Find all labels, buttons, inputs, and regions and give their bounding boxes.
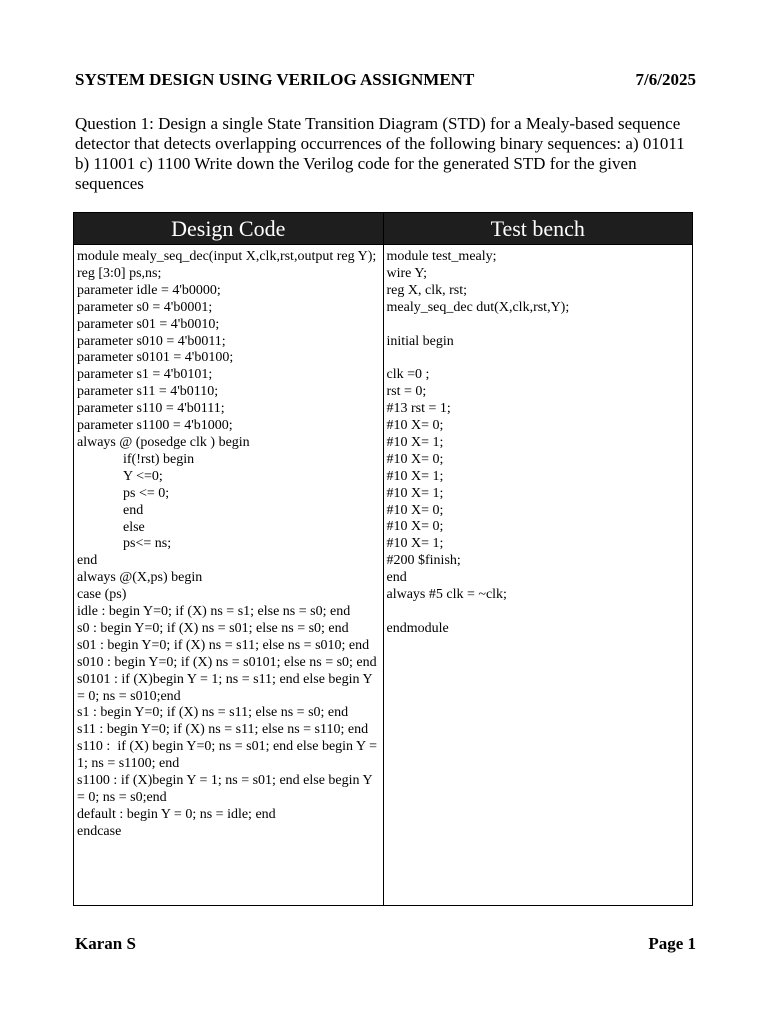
design-code-line: parameter s01 = 4'b0010;	[77, 316, 220, 332]
test-bench-line: #10 X= 0;	[386, 418, 444, 434]
author-name: Karan S	[75, 934, 136, 953]
design-code-line: reg [3:0] ps,ns;	[77, 265, 162, 281]
design-code-line: end	[123, 502, 144, 518]
design-code-line: default : begin Y = 0; ns = idle; end	[77, 806, 276, 822]
design-code-line: else	[123, 519, 145, 535]
design-code-line: s11 : begin Y=0; if (X) ns = s11; else ns = s110; end	[77, 722, 369, 738]
design-code-line: ps <= 0;	[123, 485, 170, 501]
test-bench-line: endmodule	[386, 620, 449, 636]
design-code-line: always @(X,ps) begin	[77, 570, 203, 586]
page-number: Page 1	[648, 934, 696, 953]
test-bench-line: #10 X= 1;	[386, 434, 444, 450]
test-bench-line: #10 X= 0;	[386, 502, 444, 518]
assignment-title: SYSTEM DESIGN USING VERILOG ASSIGNMENT	[75, 70, 475, 89]
design-code-line: case (ps)	[77, 587, 127, 603]
test-bench-line: always #5 clk = ~clk;	[386, 587, 507, 603]
design-code-line: parameter idle = 4'b0000;	[77, 282, 221, 298]
design-code-line: ps<= ns;	[123, 536, 172, 552]
test-bench-line: clk =0 ;	[386, 367, 430, 383]
design-code-line: s1100 : if (X)begin Y = 1; ns = s01; end else begin Y = 0; ns = s0;end	[77, 773, 376, 805]
design-code-line: parameter s010 = 4'b0011;	[77, 333, 226, 349]
design-code-line: s0 : begin Y=0; if (X) ns = s01; else ns = s0; end	[77, 620, 349, 636]
test-bench-line: #10 X= 0;	[386, 519, 444, 535]
test-bench-line	[387, 350, 689, 367]
test-bench-line: reg X, clk, rst;	[386, 282, 467, 298]
design-code-line: parameter s0101 = 4'b0100;	[77, 350, 234, 366]
design-code-line: s010 : begin Y=0; if (X) ns = s0101; else ns = s0; end	[77, 654, 377, 670]
test-bench-line: end	[386, 570, 407, 586]
design-code-cell	[74, 245, 384, 906]
test-bench-line	[387, 317, 689, 334]
test-bench-line: #10 X= 0;	[386, 451, 444, 467]
test-bench-line: module test_mealy;	[386, 249, 497, 264]
test-bench-line: #13 rst = 1;	[386, 401, 451, 417]
design-code-line: module mealy_seq_dec(input X,clk,rst,output reg Y);	[77, 249, 377, 264]
design-code-line: parameter s110 = 4'b0111;	[77, 401, 225, 417]
document-header	[75, 70, 696, 90]
design-code-line: s0101 : if (X)begin Y = 1; ns = s11; end else begin Y = 0; ns = s010;end	[77, 671, 376, 704]
design-code-line: s01 : begin Y=0; if (X) ns = s11; else ns = s010; end	[77, 637, 370, 653]
test-bench-line: mealy_seq_dec dut(X,clk,rst,Y);	[386, 299, 570, 315]
design-code-line: parameter s11 = 4'b0110;	[77, 384, 219, 400]
design-code-line: parameter s0 = 4'b0001;	[77, 299, 213, 315]
test-bench-line: wire Y;	[386, 265, 428, 281]
design-code-header: Design Code	[74, 213, 384, 245]
design-code-line: always @ (posedge clk ) begin	[77, 434, 250, 450]
test-bench-line: #10 X= 1;	[386, 536, 444, 552]
test-bench-line: #200 $finish;	[386, 553, 461, 569]
document-footer	[75, 934, 696, 954]
design-code-line: idle : begin Y=0; if (X) ns = s1; else ns = s0; end	[77, 604, 351, 620]
design-code-line: parameter s1 = 4'b0101;	[77, 367, 213, 383]
design-code-line: parameter s1100 = 4'b1000;	[77, 418, 233, 434]
question-text: Question 1: Design a single State Transition Diagram (STD) for a Mealy-based sequence detector that detects overlapping occurrences of the following binary sequences: a) 01011 b) 11001 c) 1100 Write down the Verilog code for the generated STD for the given sequences	[75, 114, 685, 193]
test-bench-line: rst = 0;	[386, 384, 427, 400]
code-table	[73, 212, 693, 906]
design-code-line: if(!rst) begin	[123, 451, 195, 467]
assignment-date: 7/6/2025	[635, 70, 696, 89]
test-bench-line	[387, 604, 689, 621]
test-bench-line: initial begin	[386, 333, 454, 349]
design-code-line: endcase	[77, 823, 122, 839]
test-bench-line: #10 X= 1;	[386, 485, 444, 501]
design-code-line: s110 : if (X) begin Y=0; ns = s01; end else begin Y = 1; ns = s1100; end	[77, 739, 381, 772]
test-bench-line: #10 X= 1;	[386, 468, 444, 484]
design-code-line: Y <=0;	[123, 468, 163, 484]
test-bench-header: Test bench	[383, 213, 693, 245]
design-code-line: s1 : begin Y=0; if (X) ns = s11; else ns = s0; end	[77, 705, 349, 721]
design-code-line: end	[77, 553, 98, 569]
test-bench-cell	[383, 245, 693, 906]
